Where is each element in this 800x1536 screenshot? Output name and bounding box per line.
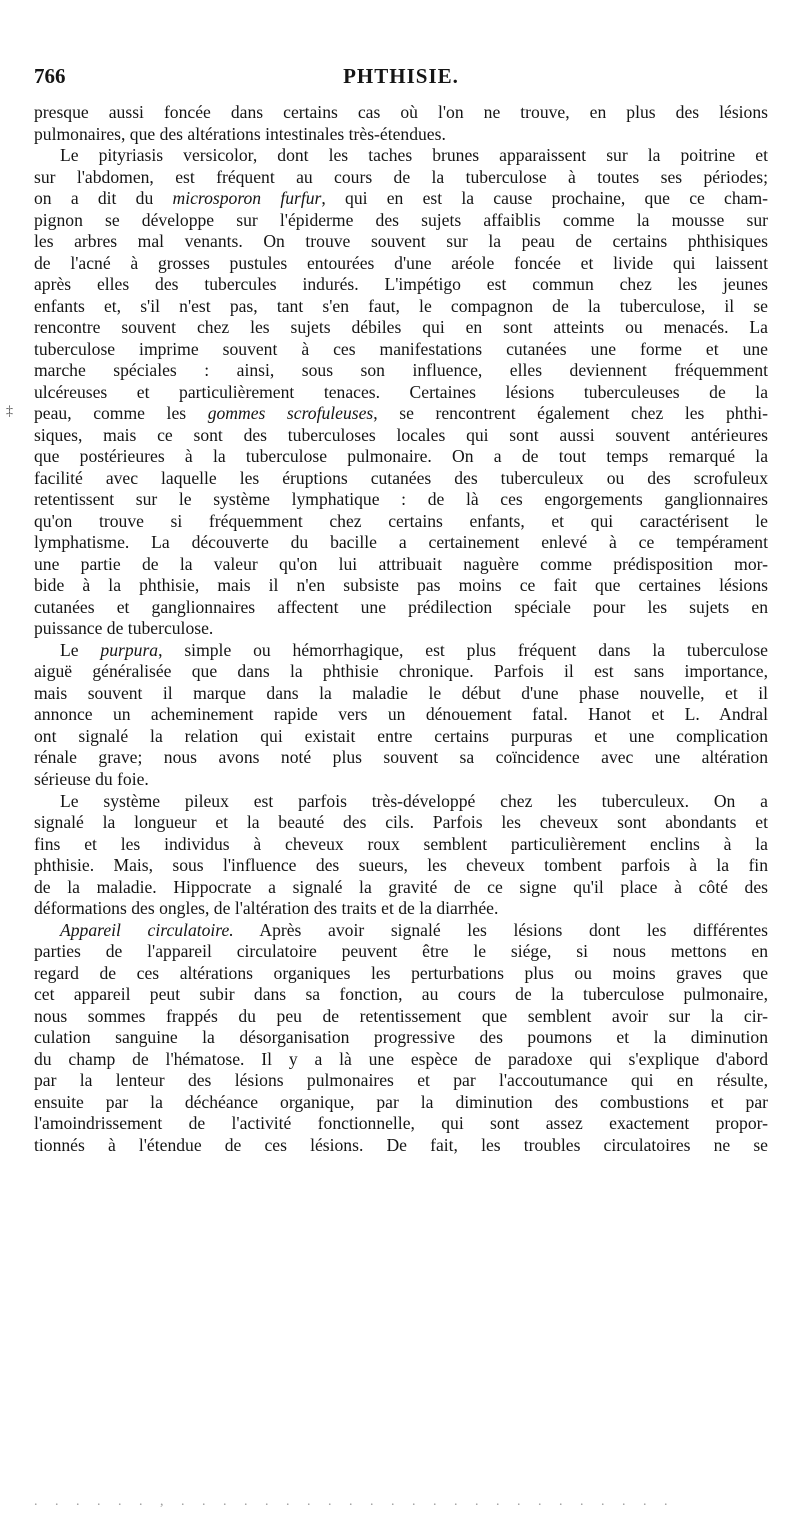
text-line: aiguë généralisée que dans la phthisie chronique. Parfois il est sans importance, [34, 661, 768, 682]
text-line: pulmonaires, que des altérations intestinales très-étendues. [34, 123, 446, 144]
paragraph [34, 640, 768, 791]
running-head [34, 64, 768, 96]
text-line: rencontre souvent chez les sujets débiles qui en sont atteints ou menacés. La [34, 317, 768, 338]
text-line: une partie de la valeur qu'on lui attribuait naguère comme prédisposition mor- [34, 553, 768, 574]
text-line: de l'acné à grosses pustules entourées d'une aréole foncée et livide qui laissent [34, 252, 768, 273]
text-line: cet appareil peut subir dans sa fonction, au cours de la tuberculose pulmonaire, [34, 984, 768, 1005]
text-line: regard de ces altérations organiques les perturbations plus ou moins graves que [34, 962, 768, 983]
text-line: enfants et, s'il n'est pas, tant s'en faut, le compagnon de la tuberculose, il se [34, 295, 768, 316]
text-line: parties de l'appareil circulatoire peuvent être le siége, si nous mettons en [34, 941, 768, 962]
text-run: , simple ou hémorrhagique, est plus fréquent dans la tuberculose [158, 639, 768, 660]
text-line: cutanées et ganglionnaires affectent une prédilection spéciale pour les sujets en [34, 596, 768, 617]
text-run: peau, comme les [34, 403, 208, 424]
italic-term: microsporon furfur [172, 188, 322, 209]
text-line: Le système pileux est parfois très-développé chez les tuberculeux. On a [60, 790, 768, 811]
text-line: retentissent sur le système lymphatique : de là ces engorgements ganglionnaires [34, 489, 768, 510]
text-line: siques, mais ce sont des tuberculoses locales qui sont aussi souvent antérieures [34, 424, 768, 445]
text-line: lymphatisme. La découverte du bacille a certainement enlevé à ce tempérament [34, 532, 768, 553]
body-text [34, 102, 768, 1156]
page-number: 766 [34, 64, 66, 88]
italic-term: gommes scrofuleuses [207, 403, 374, 424]
text-line: rénale grave; nous avons noté plus souvent sa coïncidence avec une altération [34, 747, 768, 768]
text-line: que postérieures à la tuberculose pulmonaire. On a de tout temps remarqué la [34, 446, 768, 467]
text-line: qu'on trouve si fréquemment chez certains enfants, et qui caractérisent le [34, 510, 768, 531]
paragraph [34, 102, 768, 145]
text-line: presque aussi foncée dans certains cas où l'on ne trouve, en plus des lésions [34, 102, 768, 122]
text-line: mais souvent il marque dans la maladie le début d'une phase nouvelle, et il [34, 682, 768, 703]
text-line: facilité avec laquelle les éruptions cutanées des tuberculeux ou des scrofuleux [34, 467, 768, 488]
text-line: de la maladie. Hippocrate a signalé la gravité de ce signe qu'il place à côté des [34, 876, 768, 897]
text-line: signalé la longueur et la beauté des cils. Parfois les cheveux sont abondants et [34, 812, 768, 833]
text-line: phthisie. Mais, sous l'influence des sueurs, les cheveux tombent parfois à la fin [34, 855, 768, 876]
text-line: puissance de tuberculose. [34, 618, 214, 639]
text-line: culation sanguine la désorganisation progressive des poumons et la diminution [34, 1027, 768, 1048]
text-line: les arbres mal venants. On trouve souvent sur la peau de certains phthisiques [34, 231, 768, 252]
paragraph [34, 145, 768, 640]
text-line: tionnés à l'étendue de ces lésions. De fait, les troubles circulatoires ne se [34, 1134, 768, 1155]
text-line: Le pityriasis versicolor, dont les taches brunes apparaissent sur la poitrine et [60, 145, 768, 166]
text-line: sérieuse du foie. [34, 768, 149, 789]
running-title: PHTHISIE. [343, 64, 459, 88]
paragraph [34, 920, 768, 1157]
text-line: tuberculose imprime souvent à ces manifestations cutanées une forme et une [34, 338, 768, 359]
text-run: Le [60, 639, 101, 660]
text-line: ulcéreuses et particulièrement tenaces. Certaines lésions tuberculeuses de la [34, 381, 768, 402]
text-line: marche spéciales : ainsi, sous son influence, elles deviennent fréquemment [34, 360, 768, 381]
text-line: fins et les individus à cheveux roux semblent particulièrement enclins à la [34, 833, 768, 854]
text-line: après elles des tubercules indurés. L'impétigo est commun chez les jeunes [34, 274, 768, 295]
margin-mark: ‡ [6, 404, 13, 419]
italic-term: purpura [100, 639, 159, 660]
text-line: ensuite par la déchéance organique, par la diminution des combustions et par [34, 1091, 768, 1112]
bottom-specks: . . . . . . , . . . . . . . . . . . . . . . . . . . . . . . . [34, 1494, 675, 1509]
text-line: du champ de l'hématose. Il y a là une espèce de paradoxe qui s'explique d'abord [34, 1048, 768, 1069]
text-line: l'amoindrissement de l'activité fonctionnelle, qui sont assez exactement propor- [34, 1113, 768, 1134]
text-line: bide à la phthisie, mais il n'en subsiste pas moins ce fait que certaines lésions [34, 575, 768, 596]
text-line: ont signalé la relation qui existait entre certains purpuras et une complication [34, 725, 768, 746]
text-run: , qui en est la cause prochaine, que ce cham- [321, 188, 768, 209]
italic-term: Appareil circulatoire. [60, 919, 234, 940]
text-line: nous sommes frappés du peu de retentissement que semblent avoir sur la cir- [34, 1005, 768, 1026]
text-run: Après avoir signalé les lésions dont les différentes [233, 919, 768, 940]
paragraph [34, 791, 768, 920]
text-line: pignon se développe sur l'épiderme des sujets affaiblis comme la mousse sur [34, 209, 768, 230]
text-run: on a dit du [34, 188, 173, 209]
text-line [34, 920, 768, 942]
text-line [34, 403, 768, 425]
text-run: , se rencontrent également chez les phthi- [373, 403, 768, 424]
text-line [34, 640, 768, 662]
text-line: par la lenteur des lésions pulmonaires et par l'accoutumance qui en résulte, [34, 1070, 768, 1091]
text-line: annonce un acheminement rapide vers un dénouement fatal. Hanot et L. Andral [34, 704, 768, 725]
text-line: sur l'abdomen, est fréquent au cours de la tuberculose à toutes ses périodes; [34, 166, 768, 187]
text-line [34, 188, 768, 210]
text-line: déformations des ongles, de l'altération des traits et de la diarrhée. [34, 898, 499, 919]
